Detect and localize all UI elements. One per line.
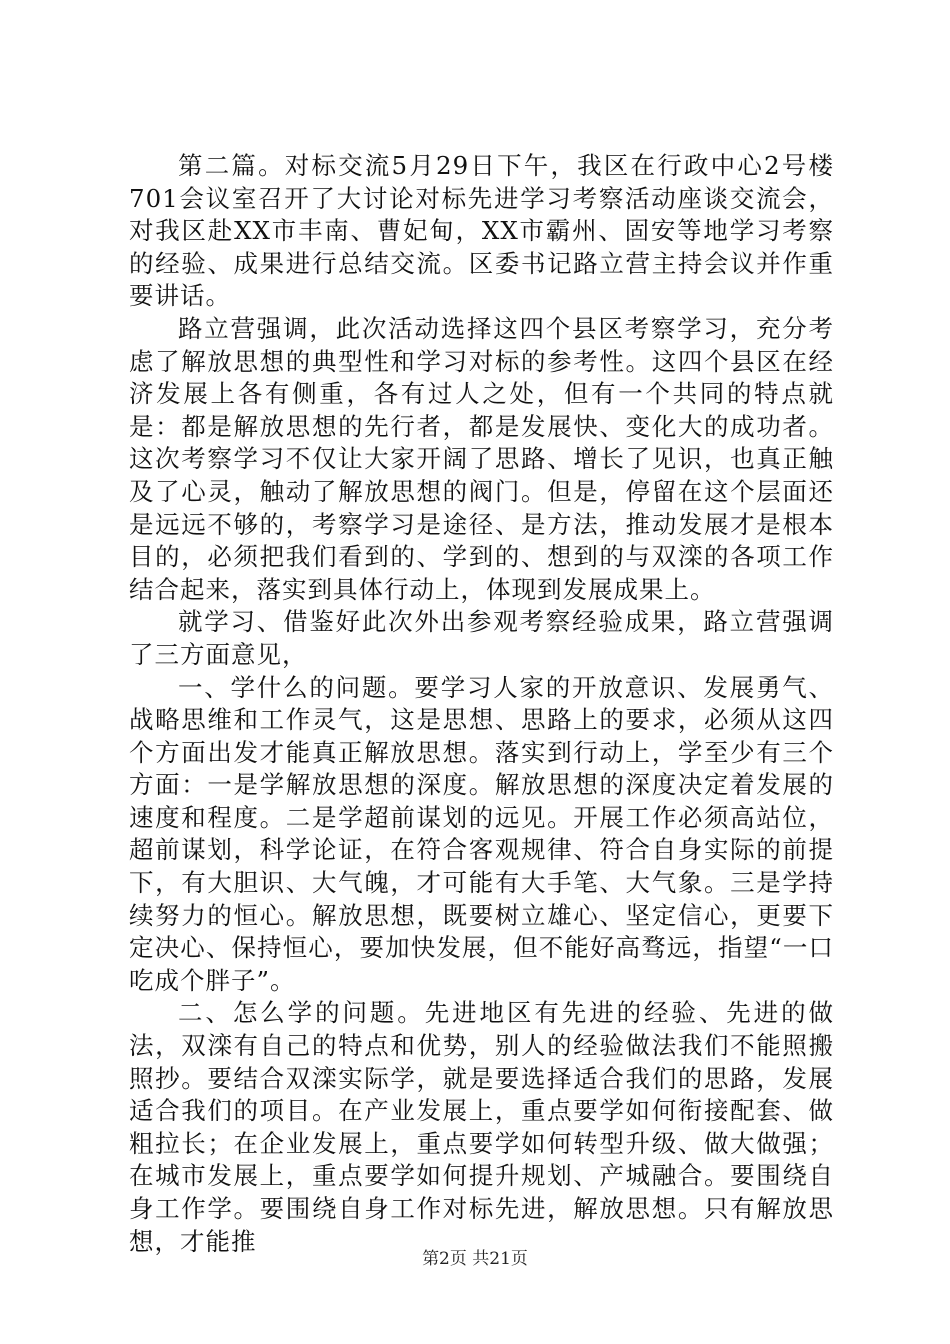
document-body: [129, 150, 834, 1258]
paragraph-2: 路立营强调，此次活动选择这四个县区考察学习，充分考虑了解放思想的典型性和学习对标的参考性。这四个县区在经济发展上各有侧重，各有过人之处，但有一个共同的特点就是：都是解放思想的先行者，都是发展快、变化大的成功者。这次考察学习不仅让大家开阔了思路、增长了见识，也真正触及了心灵，触动了解放思想的阀门。但是，停留在这个层面还是远远不够的，考察学习是途径、是方法，推动发展才是根本目的，必须把我们看到的、学到的、想到的与双滦的各项工作结合起来，落实到具体行动上，体现到发展成果上。: [129, 313, 834, 604]
paragraph-3: 就学习、借鉴好此次外出参观考察经验成果，路立营强调了三方面意见，: [129, 607, 834, 669]
paragraph-1: 第二篇。对标交流5月29日下午，我区在行政中心2号楼701会议室召开了大讨论对标先进学习考察活动座谈交流会，对我区赴XX市丰南、曹妃甸，XX市霸州、固安等地学习考察的经验、成果进行总结交流。区委书记路立营主持会议并作重要讲话。: [129, 151, 834, 311]
paragraph-4: 一、学什么的问题。要学习人家的开放意识、发展勇气、战略思维和工作灵气，这是思想、思路上的要求，必须从这四个方面出发才能真正解放思想。落实到行动上，学至少有三个方面：一是学解放思想的深度。解放思想的深度决定着发展的速度和程度。二是学超前谋划的远见。开展工作必须高站位，超前谋划，科学论证，在符合客观规律、符合自身实际的前提下，有大胆识、大气魄，才可能有大手笔、大气象。三是学持续努力的恒心。解放思想，既要树立雄心、坚定信心，更要下定决心、保持恒心，要加快发展，但不能好高骛远，指望“一口吃成个胖子”。: [129, 672, 834, 995]
page-number-footer: 第2页 共21页: [422, 1249, 528, 1269]
paragraph-5: 二、怎么学的问题。先进地区有先进的经验、先进的做法，双滦有自己的特点和优势，别人的经验做法我们不能照搬照抄。要结合双滦实际学，就是要选择适合我们的思路，发展适合我们的项目。在产业发展上，重点要学如何衔接配套、做粗拉长；在企业发展上，重点要学如何转型升级、做大做强；在城市发展上，重点要学如何提升规划、产城融合。要围绕自身工作学。要围绕自身工作对标先进，解放思想。只有解放思想，才能推: [129, 998, 834, 1256]
